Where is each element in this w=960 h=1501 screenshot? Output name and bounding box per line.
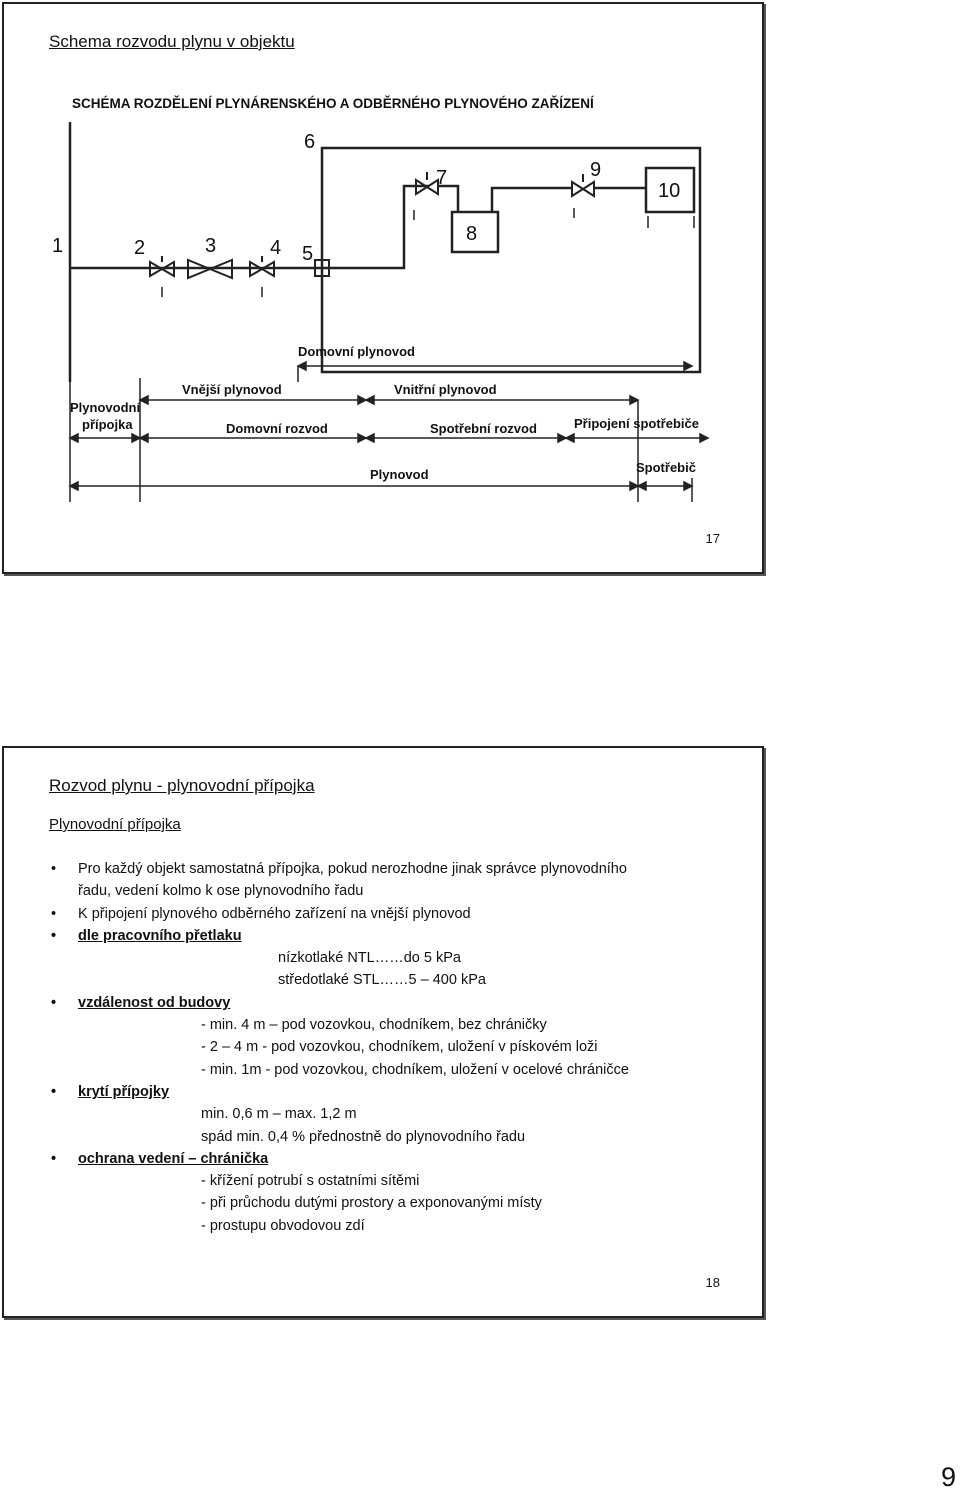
- sub-item: min. 0,6 m – max. 1,2 m: [201, 1106, 357, 1123]
- slide-subtitle: Plynovodní přípojka: [49, 816, 181, 833]
- label-domovni-rozvod: Domovní rozvod: [226, 421, 328, 436]
- bullet-text: řadu, vedení kolmo k ose plynovodního řadu: [78, 883, 364, 900]
- label-vnitrni-plynovod: Vnitřní plynovod: [394, 382, 497, 397]
- label-10: 10: [658, 180, 681, 202]
- label-plynovod: Plynovod: [370, 467, 429, 482]
- label-pripojka: přípojka: [82, 417, 133, 432]
- bullet-item: [49, 858, 739, 903]
- sub-item: - 2 – 4 m - pod vozovkou, chodníkem, uložení v pískovém loži: [201, 1039, 598, 1056]
- bullet-text: • Pro každý objekt samostatná přípojka, pokud nerozhodne jinak správce plynovodního: [78, 861, 627, 877]
- label-4: 4: [270, 237, 282, 259]
- label-7: 7: [436, 167, 448, 189]
- bullet-heading: • dle pracovního přetlaku: [49, 925, 739, 947]
- bullet-heading: • vzdálenost od budovy: [49, 992, 739, 1014]
- document-page-number: 9: [940, 1462, 956, 1492]
- label-1: 1: [52, 235, 64, 257]
- gas-distribution-diagram: [48, 82, 724, 520]
- sub-item: - prostupu obvodovou zdí: [201, 1217, 365, 1234]
- label-3: 3: [205, 235, 217, 257]
- label-spotrebni-rozvod: Spotřební rozvod: [430, 421, 537, 436]
- label-6: 6: [304, 131, 316, 153]
- bullet-heading: • ochrana vedení – chránička: [49, 1148, 739, 1170]
- bullet-item: • K připojení plynového odběrného zařízení na vnější plynovod: [49, 903, 739, 925]
- diagram-heading: SCHÉMA ROZDĚLENÍ PLYNÁRENSKÉHO A ODBĚRNÉHO PLYNOVÉHO ZAŘÍZENÍ: [72, 96, 594, 111]
- label-vnejsi-plynovod: Vnější plynovod: [182, 382, 282, 397]
- label-pripojeni-spotrebice: Připojení spotřebiče: [574, 416, 699, 431]
- sub-item: - křížení potrubí s ostatními sítěmi: [201, 1173, 420, 1190]
- label-plynovodni: Plynovodní: [70, 400, 141, 415]
- label-spotrebic: Spotřebič: [636, 460, 696, 475]
- sub-item: nízkotlaké NTL……do 5 kPa: [278, 950, 461, 967]
- label-9: 9: [590, 159, 602, 181]
- slide-18: [2, 746, 764, 1318]
- slide-title: Schema rozvodu plynu v objektu: [49, 32, 295, 51]
- sub-item: - min. 1m - pod vozovkou, chodníkem, uložení v ocelové chráničce: [201, 1061, 629, 1078]
- page-number: 17: [705, 531, 720, 546]
- bullet-list: [49, 858, 739, 1237]
- slide-17: [2, 2, 764, 574]
- page-number: 18: [705, 1275, 720, 1290]
- label-5: 5: [302, 243, 314, 265]
- sub-item: - při průchodu dutými prostory a exponovanými místy: [201, 1195, 542, 1212]
- label-2: 2: [134, 237, 146, 259]
- label-domovni-plynovod: Domovní plynovod: [298, 344, 415, 359]
- sub-item: - min. 4 m – pod vozovkou, chodníkem, bez chráničky: [201, 1017, 547, 1034]
- slide-title: Rozvod plynu - plynovodní přípojka: [49, 776, 315, 795]
- sub-item: středotlaké STL……5 – 400 kPa: [278, 972, 486, 989]
- bullet-heading: • krytí přípojky: [49, 1081, 739, 1103]
- sub-item: spád min. 0,4 % přednostně do plynovodního řadu: [201, 1128, 526, 1145]
- label-8: 8: [466, 223, 478, 245]
